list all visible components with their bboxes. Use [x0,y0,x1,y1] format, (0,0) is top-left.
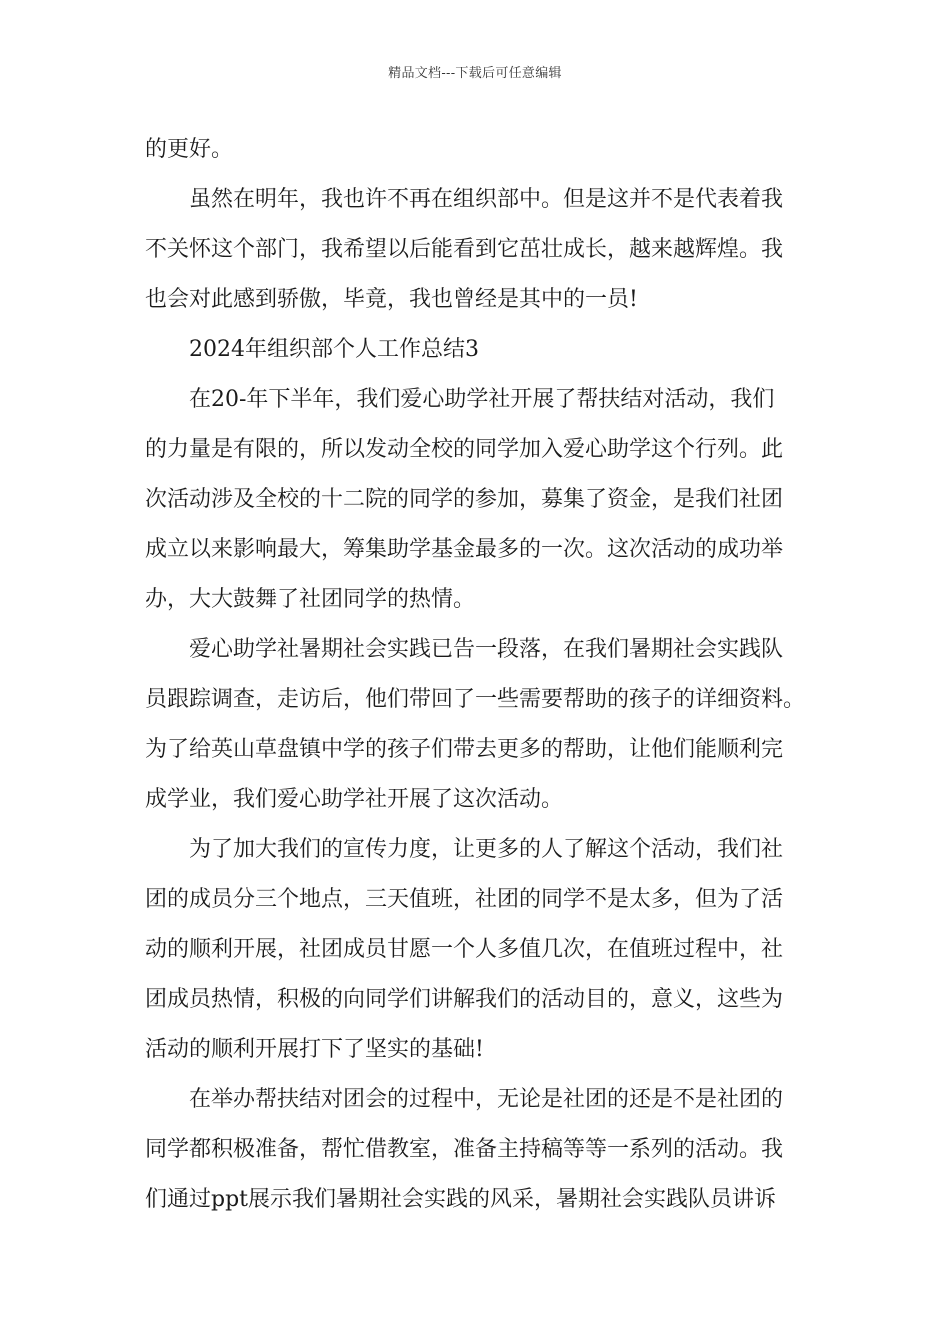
paragraph-first-line: 在20-年下半年，我们爱心助学社开展了帮扶结对活动，我们 [189,387,775,412]
text-line: 次活动涉及全校的十二院的同学的参加，募集了资金，是我们社团 [145,487,784,512]
text-line: 团的成员分三个地点，三天值班，社团的同学不是太多，但为了活 [145,887,784,912]
paragraph-first-line: 爱心助学社暑期社会实践已告一段落，在我们暑期社会实践队 [189,637,784,662]
text-line: 们通过ppt展示我们暑期社会实践的风采，暑期社会实践队员讲诉 [145,1187,777,1212]
paragraph-first-line: 虽然在明年，我也许不再在组织部中。但是这并不是代表着我 [189,187,784,212]
text-line: 的更好。 [145,137,234,162]
section-heading: 2024年组织部个人工作总结3 [189,337,479,362]
text-line: 成学业，我们爱心助学社开展了这次活动。 [145,787,564,812]
page-header: 精品文档---下载后可任意编辑 [388,66,562,81]
paragraph-first-line: 为了加大我们的宣传力度，让更多的人了解这个活动，我们社 [189,837,784,862]
text-line: 办，大大鼓舞了社团同学的热情。 [145,587,476,612]
text-line: 员跟踪调查，走访后，他们带回了一些需要帮助的孩子的详细资料。 [145,687,806,712]
paragraph-first-line: 在举办帮扶结对团会的过程中，无论是社团的还是不是社团的 [189,1087,784,1112]
text-line: 活动的顺利开展打下了坚实的基础! [145,1037,484,1062]
document-body [145,125,807,1225]
text-line: 不关怀这个部门，我希望以后能看到它茁壮成长，越来越辉煌。我 [145,237,784,262]
text-line: 也会对此感到骄傲，毕竟，我也曾经是其中的一员! [145,287,638,312]
text-line: 团成员热情，积极的向同学们讲解我们的活动目的，意义，这些为 [145,987,784,1012]
text-line: 的力量是有限的，所以发动全校的同学加入爱心助学这个行列。此 [145,437,784,462]
text-line: 动的顺利开展，社团成员甘愿一个人多值几次，在值班过程中，社 [145,937,784,962]
text-line: 为了给英山草盘镇中学的孩子们带去更多的帮助，让他们能顺利完 [145,737,784,762]
text-line: 成立以来影响最大，筹集助学基金最多的一次。这次活动的成功举 [145,537,784,562]
text-line: 同学都积极准备，帮忙借教室，准备主持稿等等一系列的活动。我 [145,1137,784,1162]
